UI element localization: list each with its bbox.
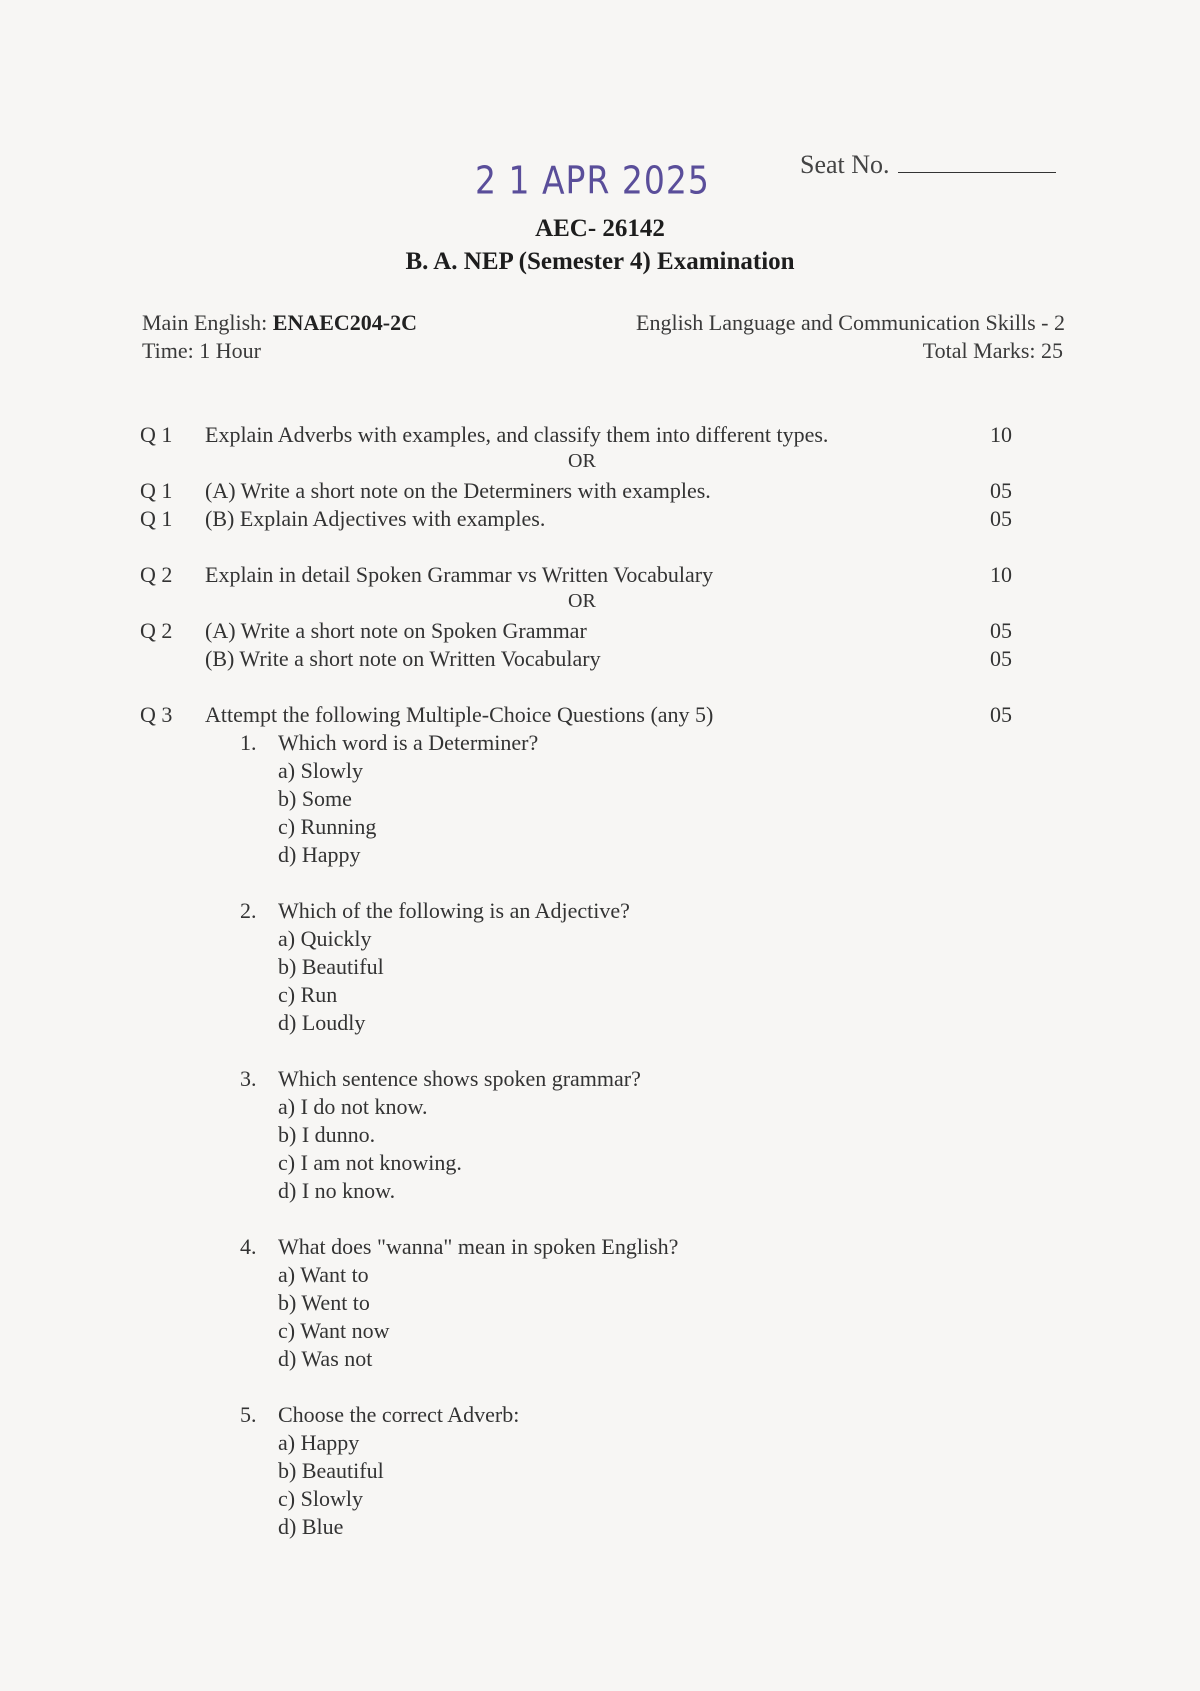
q3-number: Q 3 (140, 702, 173, 727)
total-marks: Total Marks: 25 (922, 338, 1063, 363)
mcq-option: a) Happy (278, 1430, 360, 1455)
exam-time: Time: 1 Hour (142, 338, 261, 363)
mcq-option: b) Went to (278, 1290, 370, 1315)
q3-text: Attempt the following Multiple-Choice Questions (any 5) (205, 702, 714, 727)
mcq-question-text: Which word is a Determiner? (278, 730, 539, 755)
mcq-question (240, 1234, 678, 1260)
q1-text: Explain Adverbs with examples, and classify them into different types. (205, 422, 829, 447)
q2-text: Explain in detail Spoken Grammar vs Written Vocabulary (205, 562, 714, 587)
course-name: English Language and Communication Skills - 2 (636, 310, 1065, 335)
q1b-number: Q 1 (140, 506, 173, 531)
seat-number-field (800, 150, 1056, 180)
mcq-number: 1. (240, 730, 257, 755)
mcq-number: 2. (240, 898, 257, 923)
q2b-text: (B) Write a short note on Written Vocabulary (205, 646, 601, 671)
mcq-option: c) Run (278, 982, 338, 1007)
mcq-question (240, 1066, 641, 1092)
mcq-option: a) Slowly (278, 758, 363, 783)
q1b-marks: 05 (990, 506, 1012, 531)
q1-marks: 10 (990, 422, 1012, 447)
mcq-option: d) Loudly (278, 1010, 366, 1035)
mcq-number: 5. (240, 1402, 257, 1427)
q2a-marks: 05 (990, 618, 1012, 643)
mcq-question-text: Which of the following is an Adjective? (278, 898, 630, 923)
mcq-question-text: What does "wanna" mean in spoken English? (278, 1234, 679, 1259)
exam-title: B. A. NEP (Semester 4) Examination (405, 248, 795, 275)
mcq-question (240, 1402, 519, 1428)
seat-label: Seat No. (800, 150, 890, 179)
mcq-option: a) Want to (278, 1262, 369, 1287)
mcq-option: b) Beautiful (278, 954, 384, 979)
q3-marks: 05 (990, 702, 1012, 727)
mcq-option: c) Slowly (278, 1486, 363, 1511)
mcq-question (240, 898, 630, 924)
subject-code: ENAEC204-2C (272, 310, 418, 335)
q1b-text: (B) Explain Adjectives with examples. (205, 506, 546, 531)
mcq-question-text: Choose the correct Adverb: (278, 1402, 520, 1427)
mcq-option: c) Want now (278, 1318, 390, 1343)
seat-number-blank (898, 152, 1056, 173)
date-stamp: 2 1 APR 2025 (475, 158, 710, 203)
paper-code: AEC- 26142 (535, 215, 665, 242)
mcq-option: c) Running (278, 814, 377, 839)
mcq-option: a) I do not know. (278, 1094, 428, 1119)
mcq-option: d) Blue (278, 1514, 344, 1539)
mcq-number: 4. (240, 1234, 257, 1259)
q1-or: OR (568, 450, 596, 472)
subject-line (142, 310, 417, 336)
q2-or: OR (568, 590, 596, 612)
mcq-question-text: Which sentence shows spoken grammar? (278, 1066, 641, 1091)
mcq-option: b) Beautiful (278, 1458, 384, 1483)
q1a-number: Q 1 (140, 478, 173, 503)
q1a-marks: 05 (990, 478, 1012, 503)
mcq-number: 3. (240, 1066, 257, 1091)
q2-marks: 10 (990, 562, 1012, 587)
mcq-option: d) Happy (278, 842, 361, 867)
q1a-text: (A) Write a short note on the Determiners with examples. (205, 478, 711, 503)
q2a-text: (A) Write a short note on Spoken Grammar (205, 618, 587, 643)
mcq-option: d) Was not (278, 1346, 373, 1371)
mcq-option: b) Some (278, 786, 352, 811)
mcq-option: d) I no know. (278, 1178, 396, 1203)
q1-number: Q 1 (140, 422, 173, 447)
mcq-option: c) I am not knowing. (278, 1150, 462, 1175)
mcq-option: a) Quickly (278, 926, 372, 951)
mcq-option: b) I dunno. (278, 1122, 376, 1147)
q2-number: Q 2 (140, 562, 173, 587)
subject-prefix: Main English: (142, 310, 268, 335)
q2a-number: Q 2 (140, 618, 173, 643)
q2b-marks: 05 (990, 646, 1012, 671)
mcq-question (240, 730, 538, 756)
